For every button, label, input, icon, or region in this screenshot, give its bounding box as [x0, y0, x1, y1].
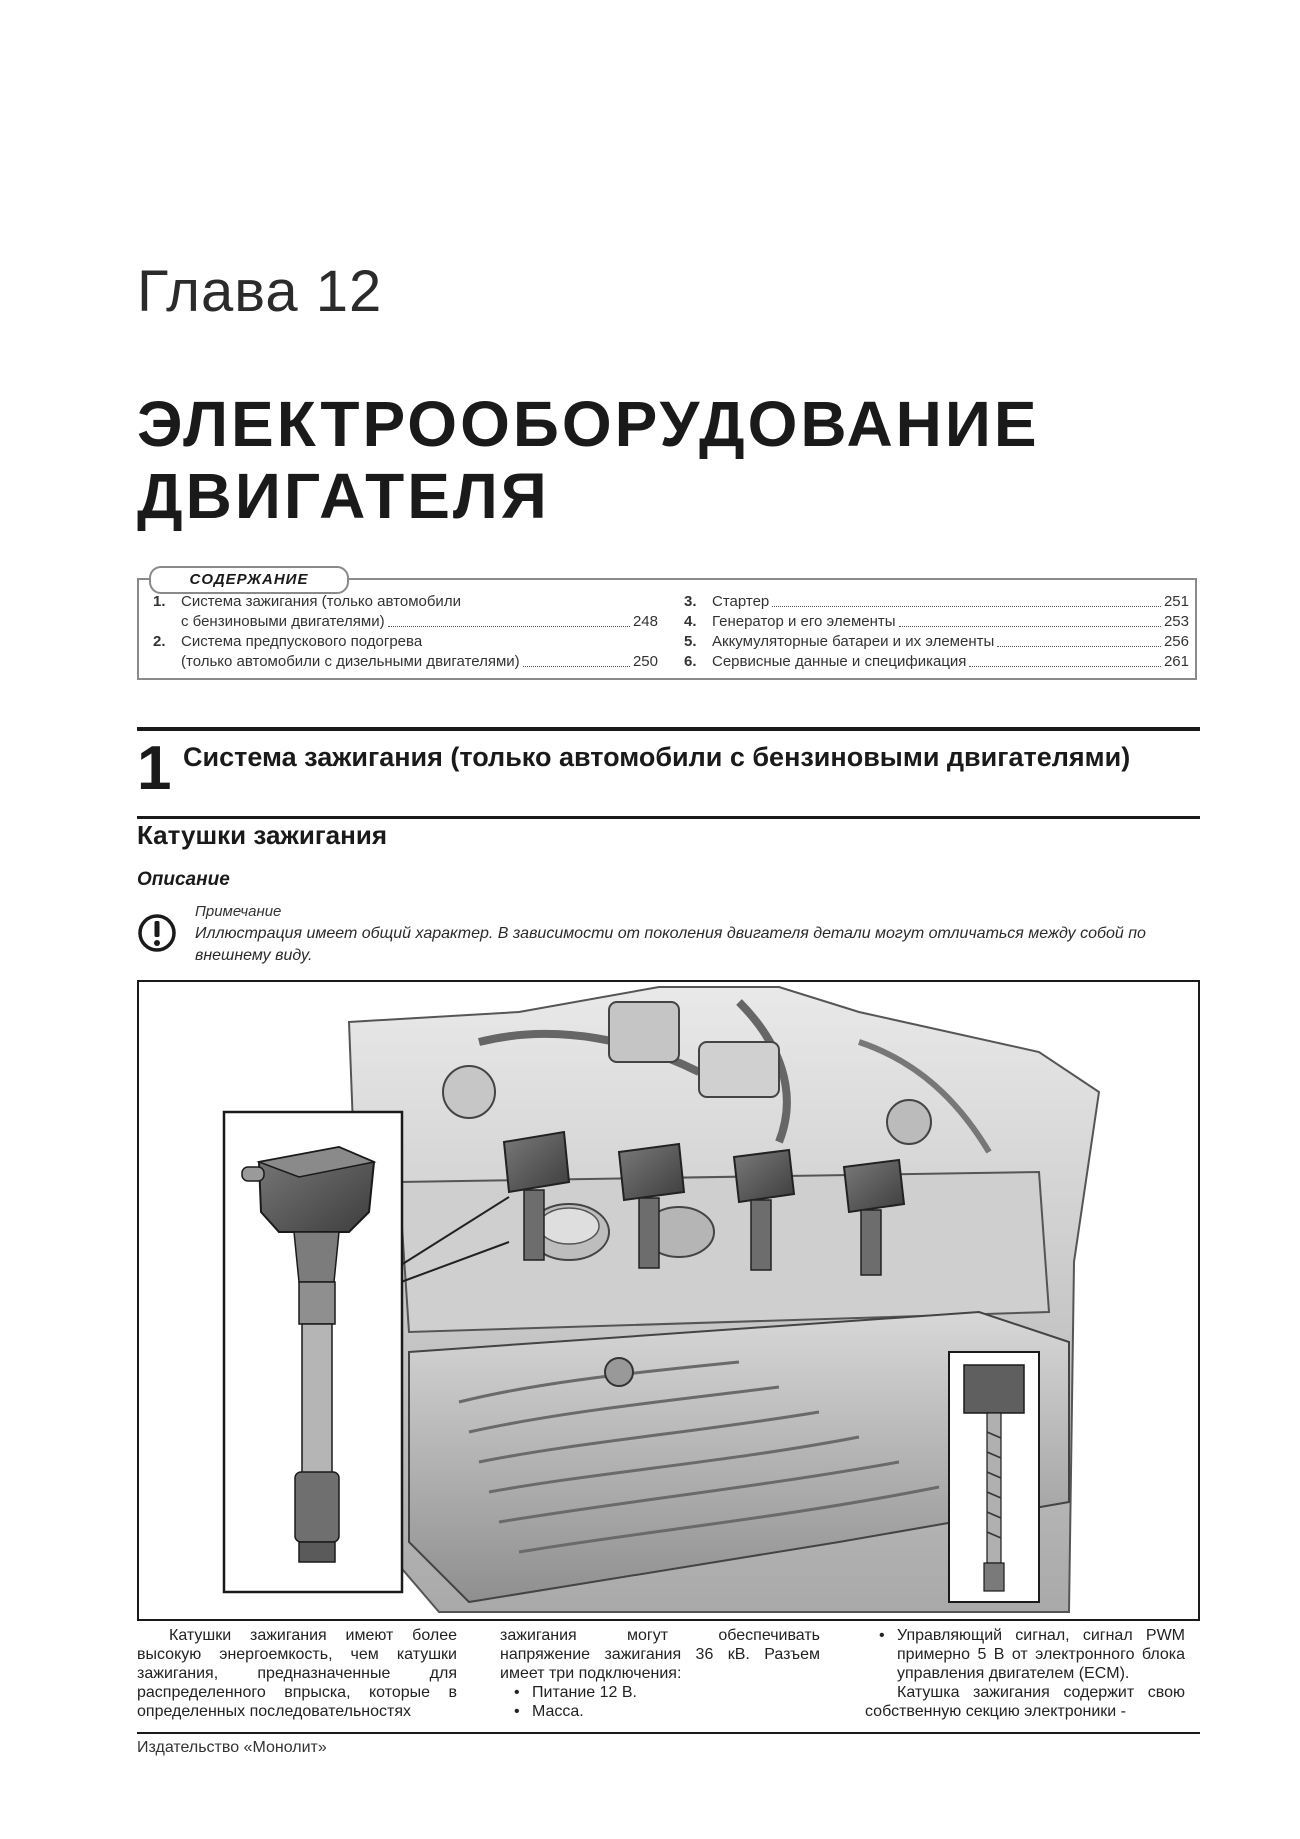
section-number: 1 — [137, 734, 172, 803]
toc-number: 4. — [684, 613, 697, 630]
subsection-divider — [137, 816, 1200, 819]
body-column-3 — [865, 1626, 1185, 1721]
toc-page: 261 — [1163, 653, 1189, 670]
toc-leader-dots — [899, 612, 1161, 627]
toc-text: с бензиновыми двигателями) — [181, 613, 385, 630]
subsection-title: Катушки зажигания — [137, 820, 387, 850]
connections-list — [500, 1683, 820, 1721]
toc-page: 253 — [1163, 613, 1189, 630]
toc-item[interactable] — [684, 592, 1189, 612]
chapter-title — [137, 388, 1040, 532]
body-column-1 — [137, 1626, 457, 1721]
toc-leader-dots — [969, 652, 1161, 667]
warning-icon — [137, 913, 177, 953]
contents-box — [137, 571, 1197, 680]
list-item: • Питание 12 В. — [532, 1683, 820, 1702]
toc-page: 250 — [632, 653, 658, 670]
body-paragraph: Катушки зажигания имеют более высокую энергоемкость, чем катушки зажигания, предназначенные для распределенного впрыска, которые в определенных последовательностях — [137, 1627, 457, 1720]
toc-item[interactable] — [153, 632, 658, 672]
section-title: Система зажигания (только автомобили с бензиновыми двигателями) — [183, 742, 1131, 772]
toc-leader-dots — [772, 592, 1161, 607]
toc-text: Генератор и его элементы — [712, 613, 896, 630]
coil-cutaway-inset — [949, 1352, 1039, 1602]
footer-divider — [137, 1732, 1200, 1734]
contents-column-right — [684, 592, 1189, 672]
toc-item[interactable] — [153, 592, 658, 632]
toc-page: 248 — [632, 613, 658, 630]
toc-text: Сервисные данные и спецификация — [712, 653, 967, 670]
chapter-title-line: ДВИГАТЕЛЯ — [137, 460, 550, 532]
connections-list — [865, 1626, 1185, 1683]
toc-number: 3. — [684, 593, 697, 610]
toc-leader-dots — [388, 612, 630, 627]
body-paragraph: зажигания могут обеспечивать напряжение зажигания 36 кВ. Разъем имеет три подключения: — [500, 1627, 820, 1682]
list-item: • Масса. — [532, 1702, 820, 1721]
toc-number: 2. — [153, 633, 166, 650]
description-heading: Описание — [137, 869, 230, 890]
toc-leader-dots — [997, 632, 1161, 647]
section-divider — [137, 727, 1200, 731]
toc-number: 6. — [684, 653, 697, 670]
toc-text: Аккумуляторные батареи и их элементы — [712, 633, 995, 650]
toc-item[interactable] — [684, 652, 1189, 672]
toc-page: 256 — [1163, 633, 1189, 650]
toc-number: 1. — [153, 593, 166, 610]
coil-closeup-inset — [224, 1112, 402, 1592]
toc-leader-dots — [523, 652, 630, 667]
toc-text: Стартер — [712, 593, 770, 610]
note-label: Примечание — [195, 903, 282, 920]
list-item: • Управляющий сигнал, сигнал PWM примерно 5 В от электронного блока управления двигателем (ECM). — [897, 1626, 1185, 1683]
note-text: Иллюстрация имеет общий характер. В зависимости от поколения двигателя детали могут отличаться между собой по внешнему виду. — [195, 925, 1146, 964]
toc-text: Система зажигания (только автомобили — [181, 593, 461, 610]
toc-number: 5. — [684, 633, 697, 650]
publisher-footer: Издательство «Монолит» — [137, 1739, 327, 1756]
contents-label: СОДЕРЖАНИЕ — [149, 566, 349, 594]
chapter-number: Глава 12 — [137, 259, 383, 324]
toc-item[interactable] — [684, 632, 1189, 652]
body-column-2 — [500, 1626, 820, 1721]
chapter-title-line: ЭЛЕКТРООБОРУДОВАНИЕ — [137, 388, 1040, 460]
contents-column-left — [153, 592, 658, 672]
engine-illustration — [137, 980, 1200, 1621]
toc-text: Система предпускового подогрева — [181, 633, 423, 650]
toc-text: (только автомобили с дизельными двигателями) — [181, 653, 520, 670]
toc-page: 251 — [1163, 593, 1189, 610]
body-paragraph: Катушка зажигания содержит свою собственную секцию электроники - — [865, 1684, 1185, 1720]
toc-item[interactable] — [684, 612, 1189, 632]
